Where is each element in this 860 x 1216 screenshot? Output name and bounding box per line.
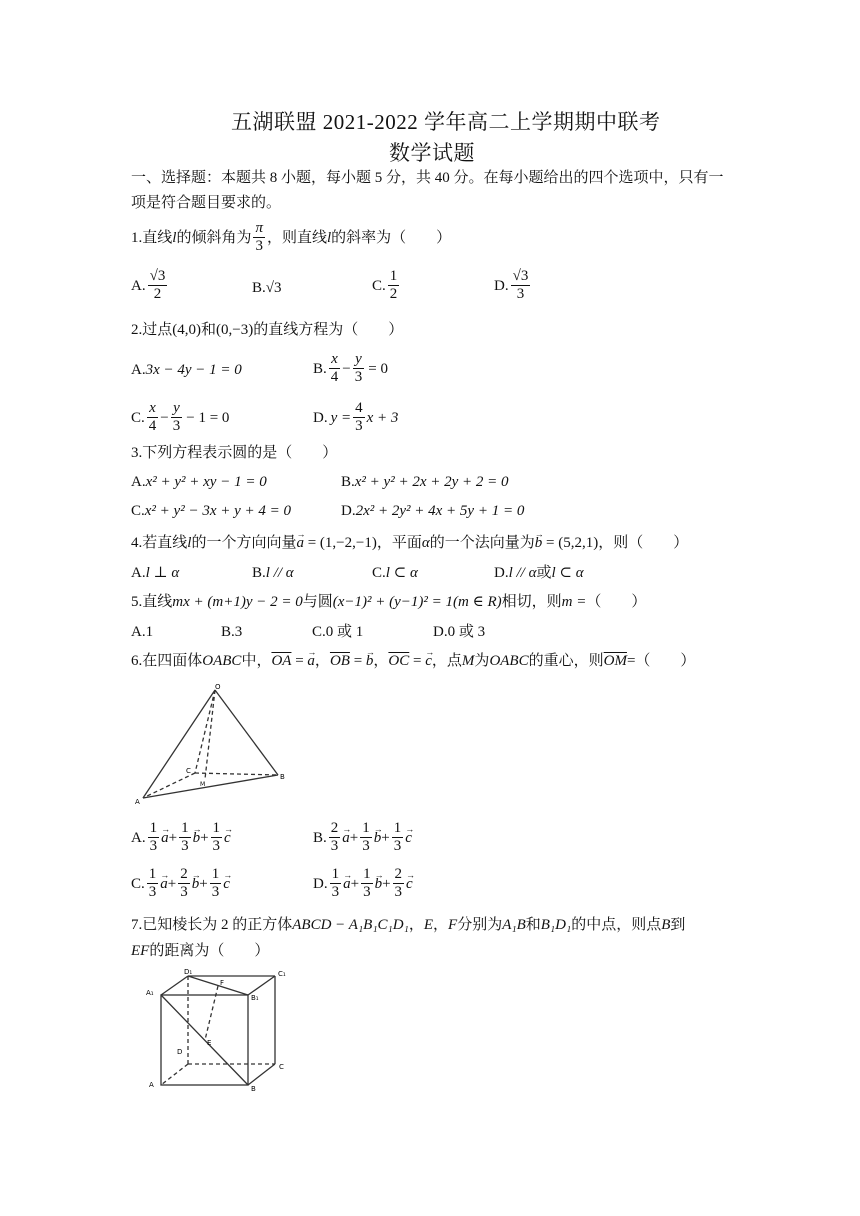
edge-bc: [248, 1064, 275, 1085]
q4-option-c[interactable]: C.l ⊂ α: [372, 565, 418, 581]
label-m: M: [200, 781, 206, 788]
question-3-stem: 3.下列方程表示圆的是（ ）: [131, 445, 338, 461]
edge-a1d1: [161, 976, 188, 995]
q3-option-c[interactable]: C.x² + y² − 3x + y + 4 = 0: [131, 503, 292, 519]
q5-option-b[interactable]: B.3: [221, 624, 243, 640]
tetrahedron-figure: [133, 680, 293, 805]
edge-ob: [215, 690, 278, 775]
edge-b1c1: [248, 976, 275, 995]
q6-option-a[interactable]: A. $\frac{1}{3}$ → a + $\frac{1}{3}$ → b + $\frac{1}{3}$ → c: [131, 820, 231, 855]
label-c1: C₁: [278, 970, 286, 978]
q3-option-d[interactable]: D.2x² + 2y² + 4x + 5y + 1 = 0: [341, 503, 525, 519]
q1-text: 的斜率为（ ）: [331, 229, 452, 246]
section-intro-line1: 一、选择题：本题共 8 小题，每小题 5 分，共 40 分。在每小题给出的四个选项中，只有一: [131, 170, 724, 186]
question-2-stem: 2.过点(4,0)和(0,−3)的直线方程为（ ）: [131, 322, 404, 338]
label-d: D: [177, 1048, 183, 1056]
q1-angle-fraction: $\frac{\pi}{3}$: [255, 220, 263, 254]
diag-b1d1: [188, 976, 248, 995]
label-a1: A₁: [146, 989, 154, 997]
label-c: C: [279, 1063, 284, 1071]
question-5-stem: 5.直线mx + (m+1)y − 2 = 0与圆(x−1)² + (y−1)² = 1(m ∈ R)相切，则m =（ ）: [131, 594, 647, 610]
label-c: C: [186, 767, 191, 775]
fraction: $\frac{√3}{3}$: [512, 268, 529, 302]
q5-option-d[interactable]: D.0 或 3: [433, 624, 486, 640]
fraction: $\frac{x}{4}$: [148, 400, 157, 434]
question-7-stem-line2: EF的距离为（ ）: [131, 943, 270, 959]
edge-da: [161, 1064, 188, 1085]
question-4-stem: 4.若直线l的一个方向向量→ a = (1,−2,−1)，平面α的一个法向量为→ b = (5,2,1)，则（ ）: [131, 533, 688, 553]
q4-option-a[interactable]: A.l ⊥ α: [131, 565, 180, 581]
q4-option-d[interactable]: D.l // α或l ⊂ α: [494, 565, 584, 581]
q3-option-b[interactable]: B.x² + y² + 2x + 2y + 2 = 0: [341, 474, 509, 490]
q2-point-1: (4,0): [172, 322, 202, 338]
q2-option-b[interactable]: B. $\frac{x}{4}$ − $\frac{y}{3}$ = 0: [313, 351, 388, 385]
diag-a1b: [161, 995, 248, 1085]
fraction: $\frac{y}{3}$: [172, 400, 181, 434]
section-intro-line2: 项是符合题目要求的。: [131, 195, 282, 211]
q6-option-c[interactable]: C. $\frac{1}{3}$ → a + $\frac{2}{3}$ → b + $\frac{1}{3}$ → c: [131, 866, 230, 901]
q2-option-c[interactable]: C. $\frac{x}{4}$ − $\frac{y}{3}$ − 1 = 0: [131, 400, 230, 434]
q1-text: 1.直线: [131, 229, 173, 246]
label-e: E: [207, 1039, 212, 1047]
q4-option-b[interactable]: B.l // α: [252, 565, 294, 581]
edge-cb: [195, 773, 278, 775]
q1-option-c[interactable]: C. $\frac{1}{2}$: [372, 268, 398, 302]
label-a: A: [149, 1081, 154, 1089]
q1-text: 的倾斜角为: [176, 229, 252, 246]
fraction: $\frac{1}{2}$: [389, 268, 398, 302]
q2-option-a[interactable]: A.3x − 4y − 1 = 0: [131, 362, 242, 378]
q1-var-l: l: [326, 229, 332, 246]
question-6-stem: 6.在四面体OABC中，$\overline{OA}$ = → a，$\overline{OB}$ = → b，$\overline{OC}$ = → c，点M为OABC的重心，则$\overline{OM}=$（ ）: [131, 651, 695, 671]
question-1-stem: [131, 220, 451, 255]
fraction: $\frac{4}{3}$: [355, 400, 363, 434]
edge-ab: [143, 775, 278, 798]
label-a: A: [135, 798, 140, 805]
label-b: B: [251, 1085, 256, 1093]
label-f: F: [220, 979, 225, 987]
q5-option-c[interactable]: C.0 或 1: [312, 624, 364, 640]
question-7-stem-line1: 7.已知棱长为 2 的正方体ABCD − A₁B₁C₁D₁，E，F分别为A₁B和B₁D₁的中点，则点B到: [131, 917, 686, 933]
fraction: $\frac{x}{4}$: [330, 351, 339, 385]
label-b: B: [280, 773, 285, 781]
segment-ef: [205, 986, 218, 1040]
label-b1: B₁: [251, 994, 259, 1002]
label-o: O: [215, 683, 221, 691]
fraction: $\frac{√3}{2}$: [149, 268, 166, 302]
q1-text: ，则直线: [266, 229, 327, 246]
q2-option-d[interactable]: D. y = $\frac{4}{3}$ x + 3: [313, 400, 399, 434]
label-d1: D₁: [184, 968, 193, 976]
q5-option-a[interactable]: A.1: [131, 624, 154, 640]
q2-point-2: (0,−3): [216, 322, 254, 338]
edge-oc: [195, 690, 215, 773]
q6-option-d[interactable]: D. $\frac{1}{3}$ → a + $\frac{1}{3}$ → b + $\frac{2}{3}$ → c: [313, 866, 413, 901]
q1-var-l: l: [172, 229, 177, 246]
fraction: $\frac{y}{3}$: [354, 351, 363, 385]
q1-option-b[interactable]: B.√3: [252, 280, 282, 296]
q3-option-a[interactable]: A.x² + y² + xy − 1 = 0: [131, 474, 267, 490]
q1-option-a[interactable]: A. $\frac{√3}{2}$: [131, 268, 166, 302]
cube-figure: [143, 968, 293, 1098]
q1-option-d[interactable]: D. $\frac{√3}{3}$: [494, 268, 529, 302]
exam-title: 五湖联盟 2021-2022 学年高二上学期期中联考: [231, 110, 661, 134]
exam-subtitle: 数学试题: [389, 141, 475, 165]
q6-option-b[interactable]: B. $\frac{2}{3}$ → a + $\frac{1}{3}$ → b + $\frac{1}{3}$ → c: [313, 820, 412, 855]
